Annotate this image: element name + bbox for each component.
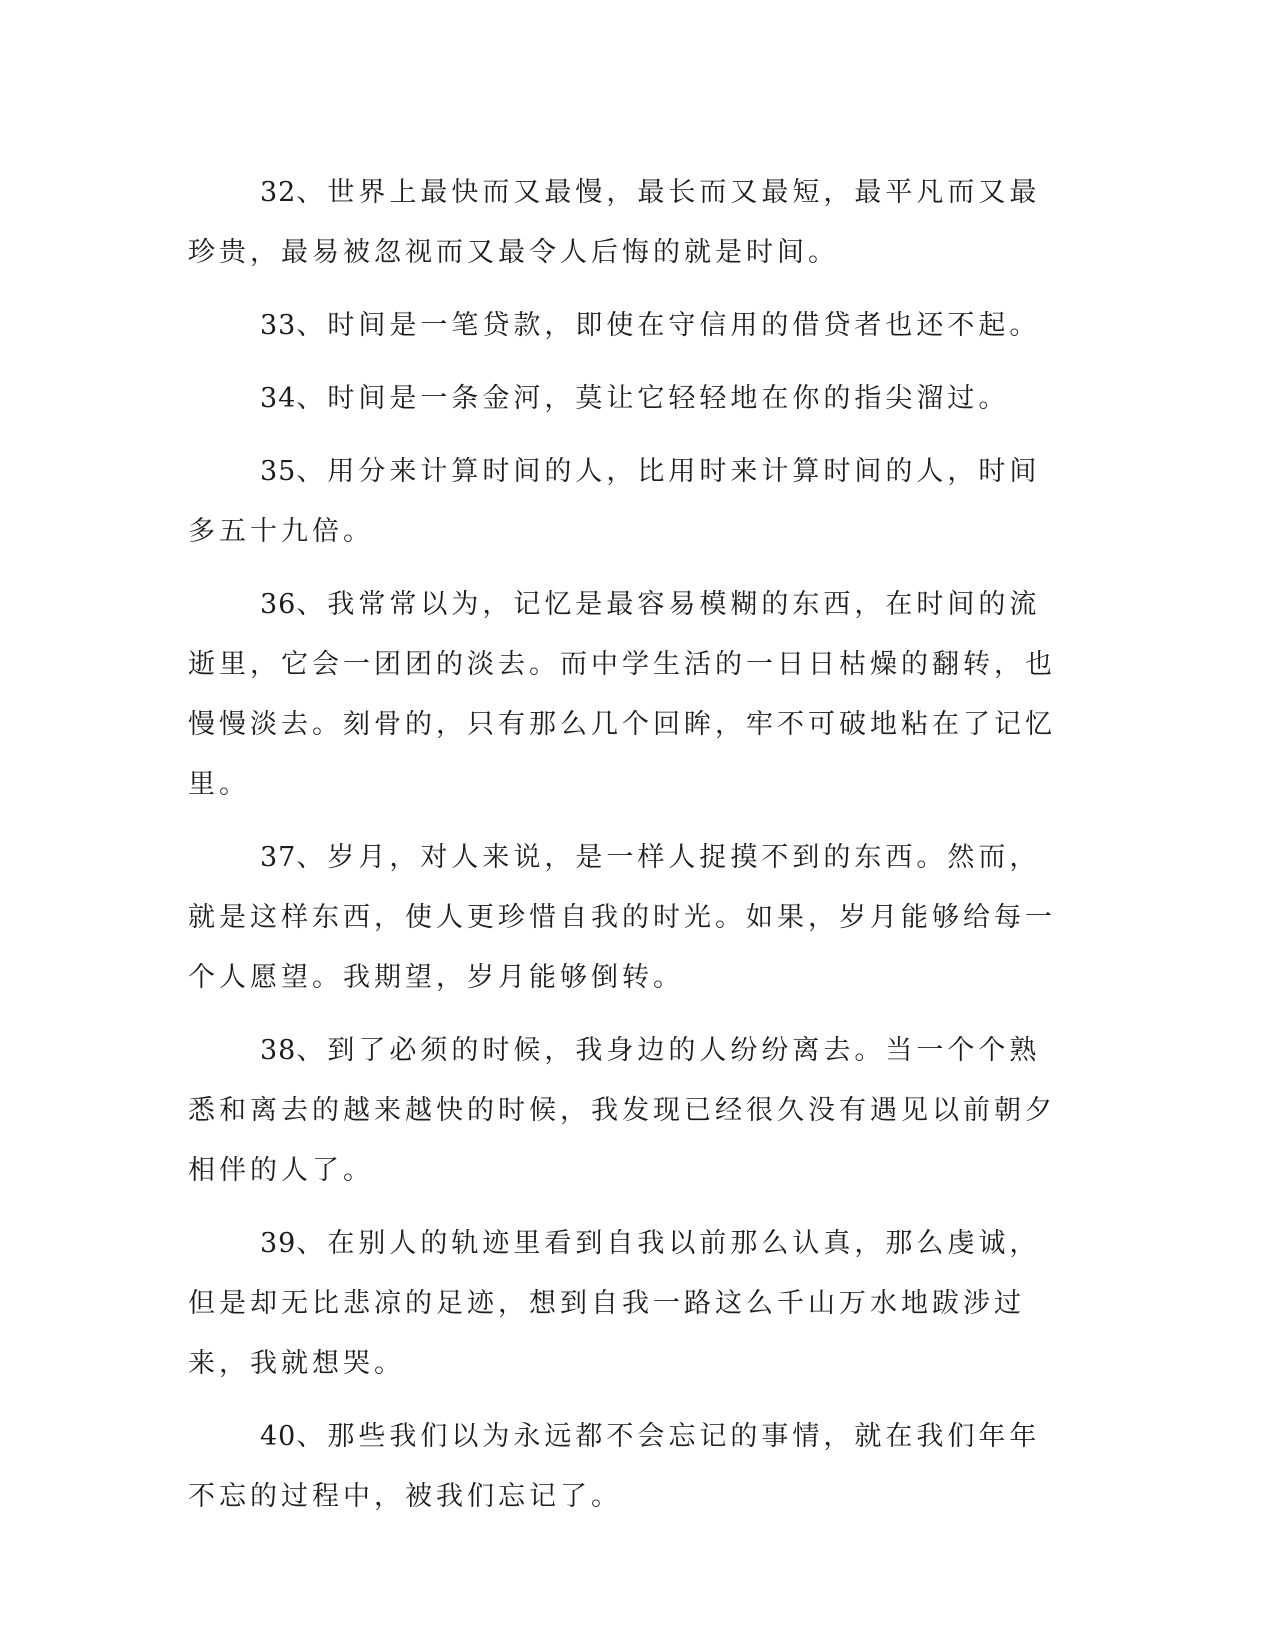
paragraph-number: 36 [260, 589, 297, 620]
paragraph-37 [188, 828, 1068, 1008]
paragraph-text: 、时间是一条金河，莫让它轻轻地在你的指尖溜过。 [296, 383, 1010, 414]
paragraph-number: 40 [260, 1421, 297, 1452]
paragraph-text: 、我常常以为，记忆是最容易模糊的东西，在时间的流逝里，它会一团团的淡去。而中学生活的一日日枯燥的翻转，也慢慢淡去。刻骨的，只有那么几个回眸，牢不可破地粘在了记忆里。 [188, 589, 1056, 800]
paragraph-number: 37 [260, 842, 297, 873]
paragraph-text: 、岁月，对人来说，是一样人捉摸不到的东西。然而，就是这样东西，使人更珍惜自我的时光。如果，岁月能够给每一个人愿望。我期望，岁月能够倒转。 [188, 842, 1056, 993]
paragraph-35 [188, 442, 1068, 562]
paragraph-text: 、那些我们以为永远都不会忘记的事情，就在我们年年不忘的过程中，被我们忘记了。 [188, 1421, 1041, 1512]
paragraph-40 [188, 1407, 1068, 1527]
document-body [188, 163, 1068, 1540]
paragraph-33 [188, 296, 1068, 356]
paragraph-text: 、到了必须的时候，我身边的人纷纷离去。当一个个熟悉和离去的越来越快的时候，我发现已经很久没有遇见以前朝夕相伴的人了。 [188, 1035, 1056, 1186]
paragraph-39 [188, 1214, 1068, 1394]
paragraph-36 [188, 575, 1068, 815]
paragraph-number: 32 [260, 177, 297, 208]
paragraph-number: 38 [260, 1035, 297, 1066]
paragraph-number: 33 [260, 310, 297, 341]
paragraph-number: 34 [260, 383, 297, 414]
paragraph-32 [188, 163, 1068, 283]
paragraph-number: 35 [260, 456, 297, 487]
paragraph-number: 39 [260, 1228, 297, 1259]
paragraph-text: 、在别人的轨迹里看到自我以前那么认真，那么虔诚，但是却无比悲凉的足迹，想到自我一路这么千山万水地跋涉过来，我就想哭。 [188, 1228, 1041, 1379]
paragraph-38 [188, 1021, 1068, 1201]
paragraph-text: 、用分来计算时间的人，比用时来计算时间的人，时间多五十九倍。 [188, 456, 1041, 547]
paragraph-34 [188, 369, 1068, 429]
paragraph-text: 、时间是一笔贷款，即使在守信用的借贷者也还不起。 [296, 310, 1041, 341]
paragraph-text: 、世界上最快而又最慢，最长而又最短，最平凡而又最珍贵，最易被忽视而又最令人后悔的就是时间。 [188, 177, 1041, 268]
